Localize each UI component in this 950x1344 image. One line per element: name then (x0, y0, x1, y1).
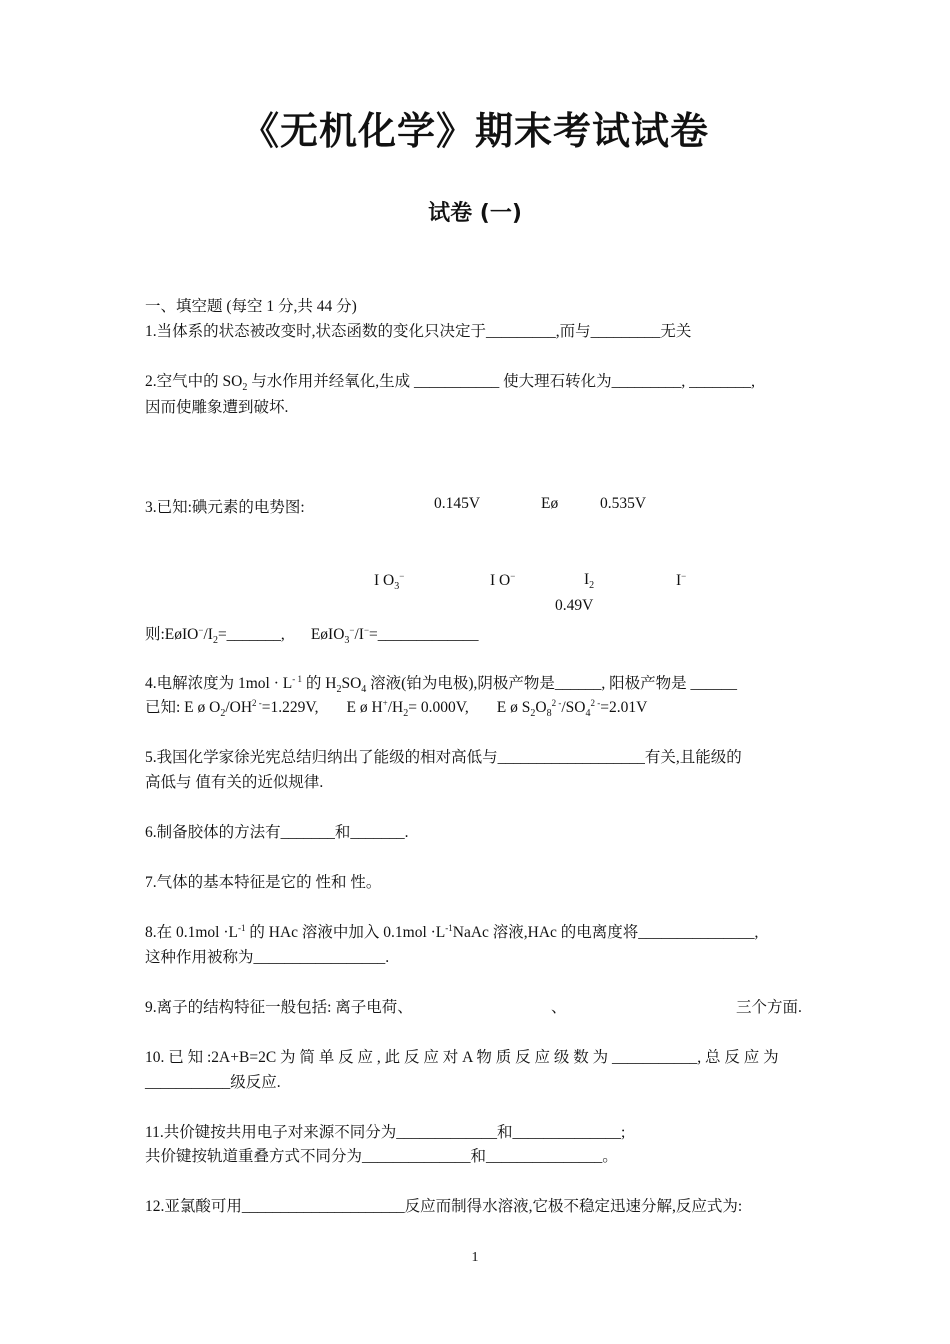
paper-subtitle: 试卷 (一) (428, 201, 522, 226)
question-8-line-1: 8.在 $0.1mol \cdot L^{-1}$ 的 HAc 溶液中加入 $0.1mol \cdot L^{-1}NaAc$ 溶液,HAc 的电离度将_______________, (145, 923, 759, 941)
potential-value-2: 0.535V (600, 495, 647, 512)
species-i2: $I_2$ (584, 571, 595, 591)
potential-value-1: 0.145V (434, 495, 481, 512)
question-3-label: 3.已知:碘元素的电势图: (145, 499, 305, 516)
page-number: 1 (471, 1250, 479, 1265)
potential-symbol: Eø (541, 495, 559, 512)
question-4-line-1: 4.电解浓度为 $1mol \cdot L^{- 1}$ 的 $H_2SO_4$ 溶液(铂为电极),阴极产物是______, 阳极产物是 ______ (145, 674, 737, 695)
species-i-minus: I− (676, 571, 687, 589)
question-1: 1.当体系的状态被改变时,状态函数的变化只决定于_________,而与_________无关 (145, 323, 692, 340)
question-6: 6.制备胶体的方法有_______和_______. (145, 824, 409, 841)
question-10-line-1: 10. 已 知 :2A+B=2C 为 简 单 反 应 , 此 反 应 对 A 物 质 反 应 级 数 为 ___________, 总 反 应 为 (145, 1049, 779, 1066)
question-5-line-1: 5.我国化学家徐光宪总结归纳出了能级的相对高低与___________________有关,且能级的 (145, 749, 742, 766)
question-2-line-1: 2.空气中的 $SO_2$ 与水作用并经氧化,生成 ___________ 使大理石转化为_________, ________, (145, 373, 755, 393)
species-io3: I $O_3^-$ (374, 571, 405, 592)
question-5-line-2: 高低与 值有关的近似规律. (145, 774, 324, 791)
question-7: 7.气体的基本特征是它的 性和 性。 (145, 874, 382, 891)
question-11-line-2: 共价键按轨道重叠方式不同分为______________和_______________。 (145, 1148, 618, 1165)
section-heading: 一、填空题 (每空 1 分,共 44 分) (145, 298, 357, 315)
question-9-end: 三个方面. (736, 999, 802, 1016)
species-io: I O− (490, 571, 516, 589)
question-2-line-2: 因而使雕象遭到破坏. (145, 399, 289, 416)
question-9-separator: 、 (551, 999, 567, 1016)
potential-value-3: 0.49V (555, 597, 594, 614)
question-10-line-2: ___________级反应. (145, 1074, 281, 1091)
question-12: 12.亚氯酸可用_____________________反应而制得水溶液,它极不稳定迅速分解,反应式为: (145, 1198, 743, 1215)
question-11-line-1: 11.共价键按共用电子对来源不同分为_____________和______________; (145, 1124, 626, 1141)
question-8-line-2: 这种作用被称为_________________. (145, 949, 390, 966)
question-3-ask: 则$:EøIO^-/I_2=\_\_\_\_\_\_\_$, EøIO$_3$−/I−=_____________ (145, 625, 479, 646)
question-4-line-2: 已知: E ø $O_2/OH^{2 -}=1.229V$, E ø $H^+/H_2= 0.000V$, E ø $S_2O_8^{2 -}/SO_4^{2 -}=2.01V$ (145, 698, 648, 719)
page-title: 《无机化学》期末考试试卷 (240, 109, 709, 153)
question-9: 9.离子的结构特征一般包括: 离子电荷、 (145, 999, 413, 1016)
